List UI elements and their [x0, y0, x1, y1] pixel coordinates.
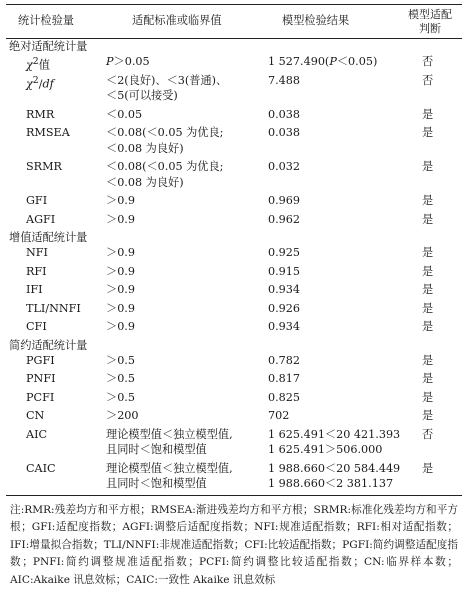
- judgement-value: 是: [422, 320, 434, 333]
- statistic-name: TLI/NNFI: [26, 301, 81, 315]
- table-row: [6, 264, 462, 283]
- judgement-value: 否: [422, 73, 434, 87]
- judgement-value: 是: [422, 160, 434, 173]
- statistic-name: GFI: [26, 194, 48, 207]
- result-value: 0.817: [268, 372, 301, 385]
- result-value: 0.038: [268, 107, 301, 121]
- judgement-value: 否: [422, 427, 434, 441]
- criterion-text: ＞0.9: [106, 283, 135, 296]
- result-value: 1 988.660＜2 381.137: [268, 477, 394, 490]
- result-value: 0.915: [268, 264, 301, 278]
- result-value: 0.934: [268, 283, 301, 296]
- criterion-text: ＜0.08(＜0.05 为优良;: [106, 126, 224, 139]
- table-row: [6, 390, 462, 409]
- statistic-name: CFI: [26, 320, 47, 333]
- statistic-name: AIC: [26, 427, 48, 441]
- criterion-text: ＞0.9: [106, 264, 135, 278]
- statistic-name: RFI: [26, 264, 47, 278]
- result-value: 0.782: [268, 353, 301, 367]
- statistic-name: RMR: [26, 107, 55, 121]
- table-row: [6, 408, 462, 427]
- statistic-name: PCFI: [26, 390, 55, 404]
- judgement-value: 是: [422, 372, 434, 385]
- judgement-value: 是: [422, 353, 434, 367]
- result-value: 0.934: [268, 320, 301, 333]
- statistic-name: SRMR: [26, 160, 62, 173]
- statistic-name: $\chi^2/df$: [26, 74, 54, 91]
- result-value: 0.925: [268, 246, 301, 259]
- result-value: 1 625.491＜20 421.393: [268, 427, 401, 441]
- table-row: [6, 245, 462, 264]
- judgement-value: 是: [422, 301, 434, 315]
- result-value: 0.032: [268, 160, 301, 173]
- table-header: [6, 5, 462, 38]
- criterion-text: ＜0.08 为良好): [106, 175, 184, 189]
- result-value: 1 527.490(P＜0.05): [268, 55, 378, 68]
- table-body: [6, 39, 462, 495]
- criterion-text: 且同时＜饱和模型值: [106, 477, 207, 490]
- table-row: [6, 301, 462, 320]
- judgement-value: 是: [422, 283, 434, 296]
- table-row: [6, 212, 462, 231]
- statistic-name: AGFI: [26, 212, 56, 226]
- table-row: [6, 159, 462, 193]
- header-judgement: 模型适配 判断: [408, 8, 452, 35]
- table-row: [6, 125, 462, 159]
- judgement-value: 是: [422, 390, 434, 404]
- judgement-value: 是: [422, 246, 434, 259]
- table-row: [6, 54, 462, 73]
- judgement-value: 是: [422, 409, 434, 422]
- table-row: [6, 427, 462, 461]
- statistic-name: $\chi^2$值: [26, 56, 50, 72]
- statistic-name: CN: [26, 409, 45, 422]
- header-criterion: 适配标准或临界值: [132, 14, 222, 27]
- criterion-text: ＞0.5: [106, 390, 135, 404]
- header-statistic: 统计检验量: [18, 14, 74, 27]
- table-bottom-rule: [6, 495, 462, 496]
- statistic-name: PGFI: [26, 353, 55, 367]
- judgement-value: 是: [422, 461, 434, 475]
- result-value: 1 988.660＜20 584.449: [268, 461, 401, 475]
- criterion-text: ＞0.9: [106, 194, 135, 207]
- judgement-value: 是: [422, 264, 434, 278]
- statistic-name: PNFI: [26, 372, 56, 385]
- section-title: 绝对适配统计量: [9, 40, 88, 53]
- result-value: 0.962: [268, 212, 301, 226]
- table-row: [6, 461, 462, 495]
- statistic-name: CAIC: [26, 461, 56, 475]
- result-value: 7.488: [268, 73, 301, 87]
- table-row: [6, 319, 462, 338]
- criterion-text: ＞0.9: [106, 320, 135, 333]
- criterion-text: ＞0.9: [106, 212, 135, 226]
- section-title: 增值适配统计量: [9, 231, 88, 244]
- judgement-value: 否: [422, 55, 434, 68]
- criterion-text: P＞0.05: [106, 55, 150, 68]
- fit-index-table: [6, 4, 462, 589]
- criterion-text: ＞0.9: [106, 301, 135, 315]
- result-value: 0.825: [268, 390, 301, 404]
- table-row: [6, 73, 462, 107]
- header-result: 模型检验结果: [282, 14, 350, 27]
- criterion-text: ＞0.5: [106, 372, 135, 385]
- table-row: [6, 282, 462, 301]
- result-value: 1 625.491＞506.000: [268, 443, 383, 456]
- judgement-value: 是: [422, 126, 434, 139]
- judgement-value: 是: [422, 212, 434, 226]
- result-value: 0.926: [268, 301, 301, 315]
- section-title: 简约适配统计量: [9, 338, 88, 352]
- table-row: [6, 353, 462, 372]
- criterion-text: 理论模型值＜独立模型值,: [106, 461, 233, 475]
- result-value: 0.038: [268, 126, 301, 139]
- criterion-text: ＞0.9: [106, 246, 135, 259]
- criterion-text: ＜0.08 为良好): [106, 141, 184, 155]
- statistic-name: RMSEA: [26, 126, 70, 139]
- table-row: [6, 193, 462, 212]
- table-row: [6, 371, 462, 390]
- criterion-text: ＜0.08(＜0.05 为优良;: [106, 160, 224, 173]
- criterion-text: ＜0.05: [106, 107, 143, 121]
- criterion-text: ＜5(可以接受): [106, 89, 178, 102]
- criterion-text: ＞0.5: [106, 353, 135, 367]
- judgement-value: 是: [422, 107, 434, 121]
- result-value: 0.969: [268, 194, 301, 207]
- table-note: 注:RMR:残差均方和平方根；RMSEA:渐进残差均方和平方根；SRMR:标准化残差均方和平方根；GFI:适配度指数；AGFI:调整后适配度指数；NFI:规准适配指数；RFI:相对适配指数；IFI:增量拟合指数；TLI/NNFI:非规准适配指数；CFI:比较适配指数；PGFI:简约调整适配度指数；PNFI:简约调整规准适配指数；PCFI:简约调整比较适配指数；CN:临界样本数；AIC:Akaike 讯息效标；CAIC:一致性 Akaike 讯息效标: [10, 503, 458, 586]
- judgement-value: 是: [422, 194, 434, 207]
- criterion-text: 理论模型值＜独立模型值,: [106, 427, 233, 441]
- result-value: 702: [268, 409, 290, 422]
- criterion-text: 且同时＜饱和模型值: [106, 443, 207, 456]
- criterion-text: ＜2(良好)、＜3(普通)、: [106, 73, 228, 87]
- table-row: [6, 107, 462, 126]
- statistic-name: IFI: [26, 283, 43, 296]
- criterion-text: ＞200: [106, 409, 139, 422]
- statistic-name: NFI: [26, 246, 48, 259]
